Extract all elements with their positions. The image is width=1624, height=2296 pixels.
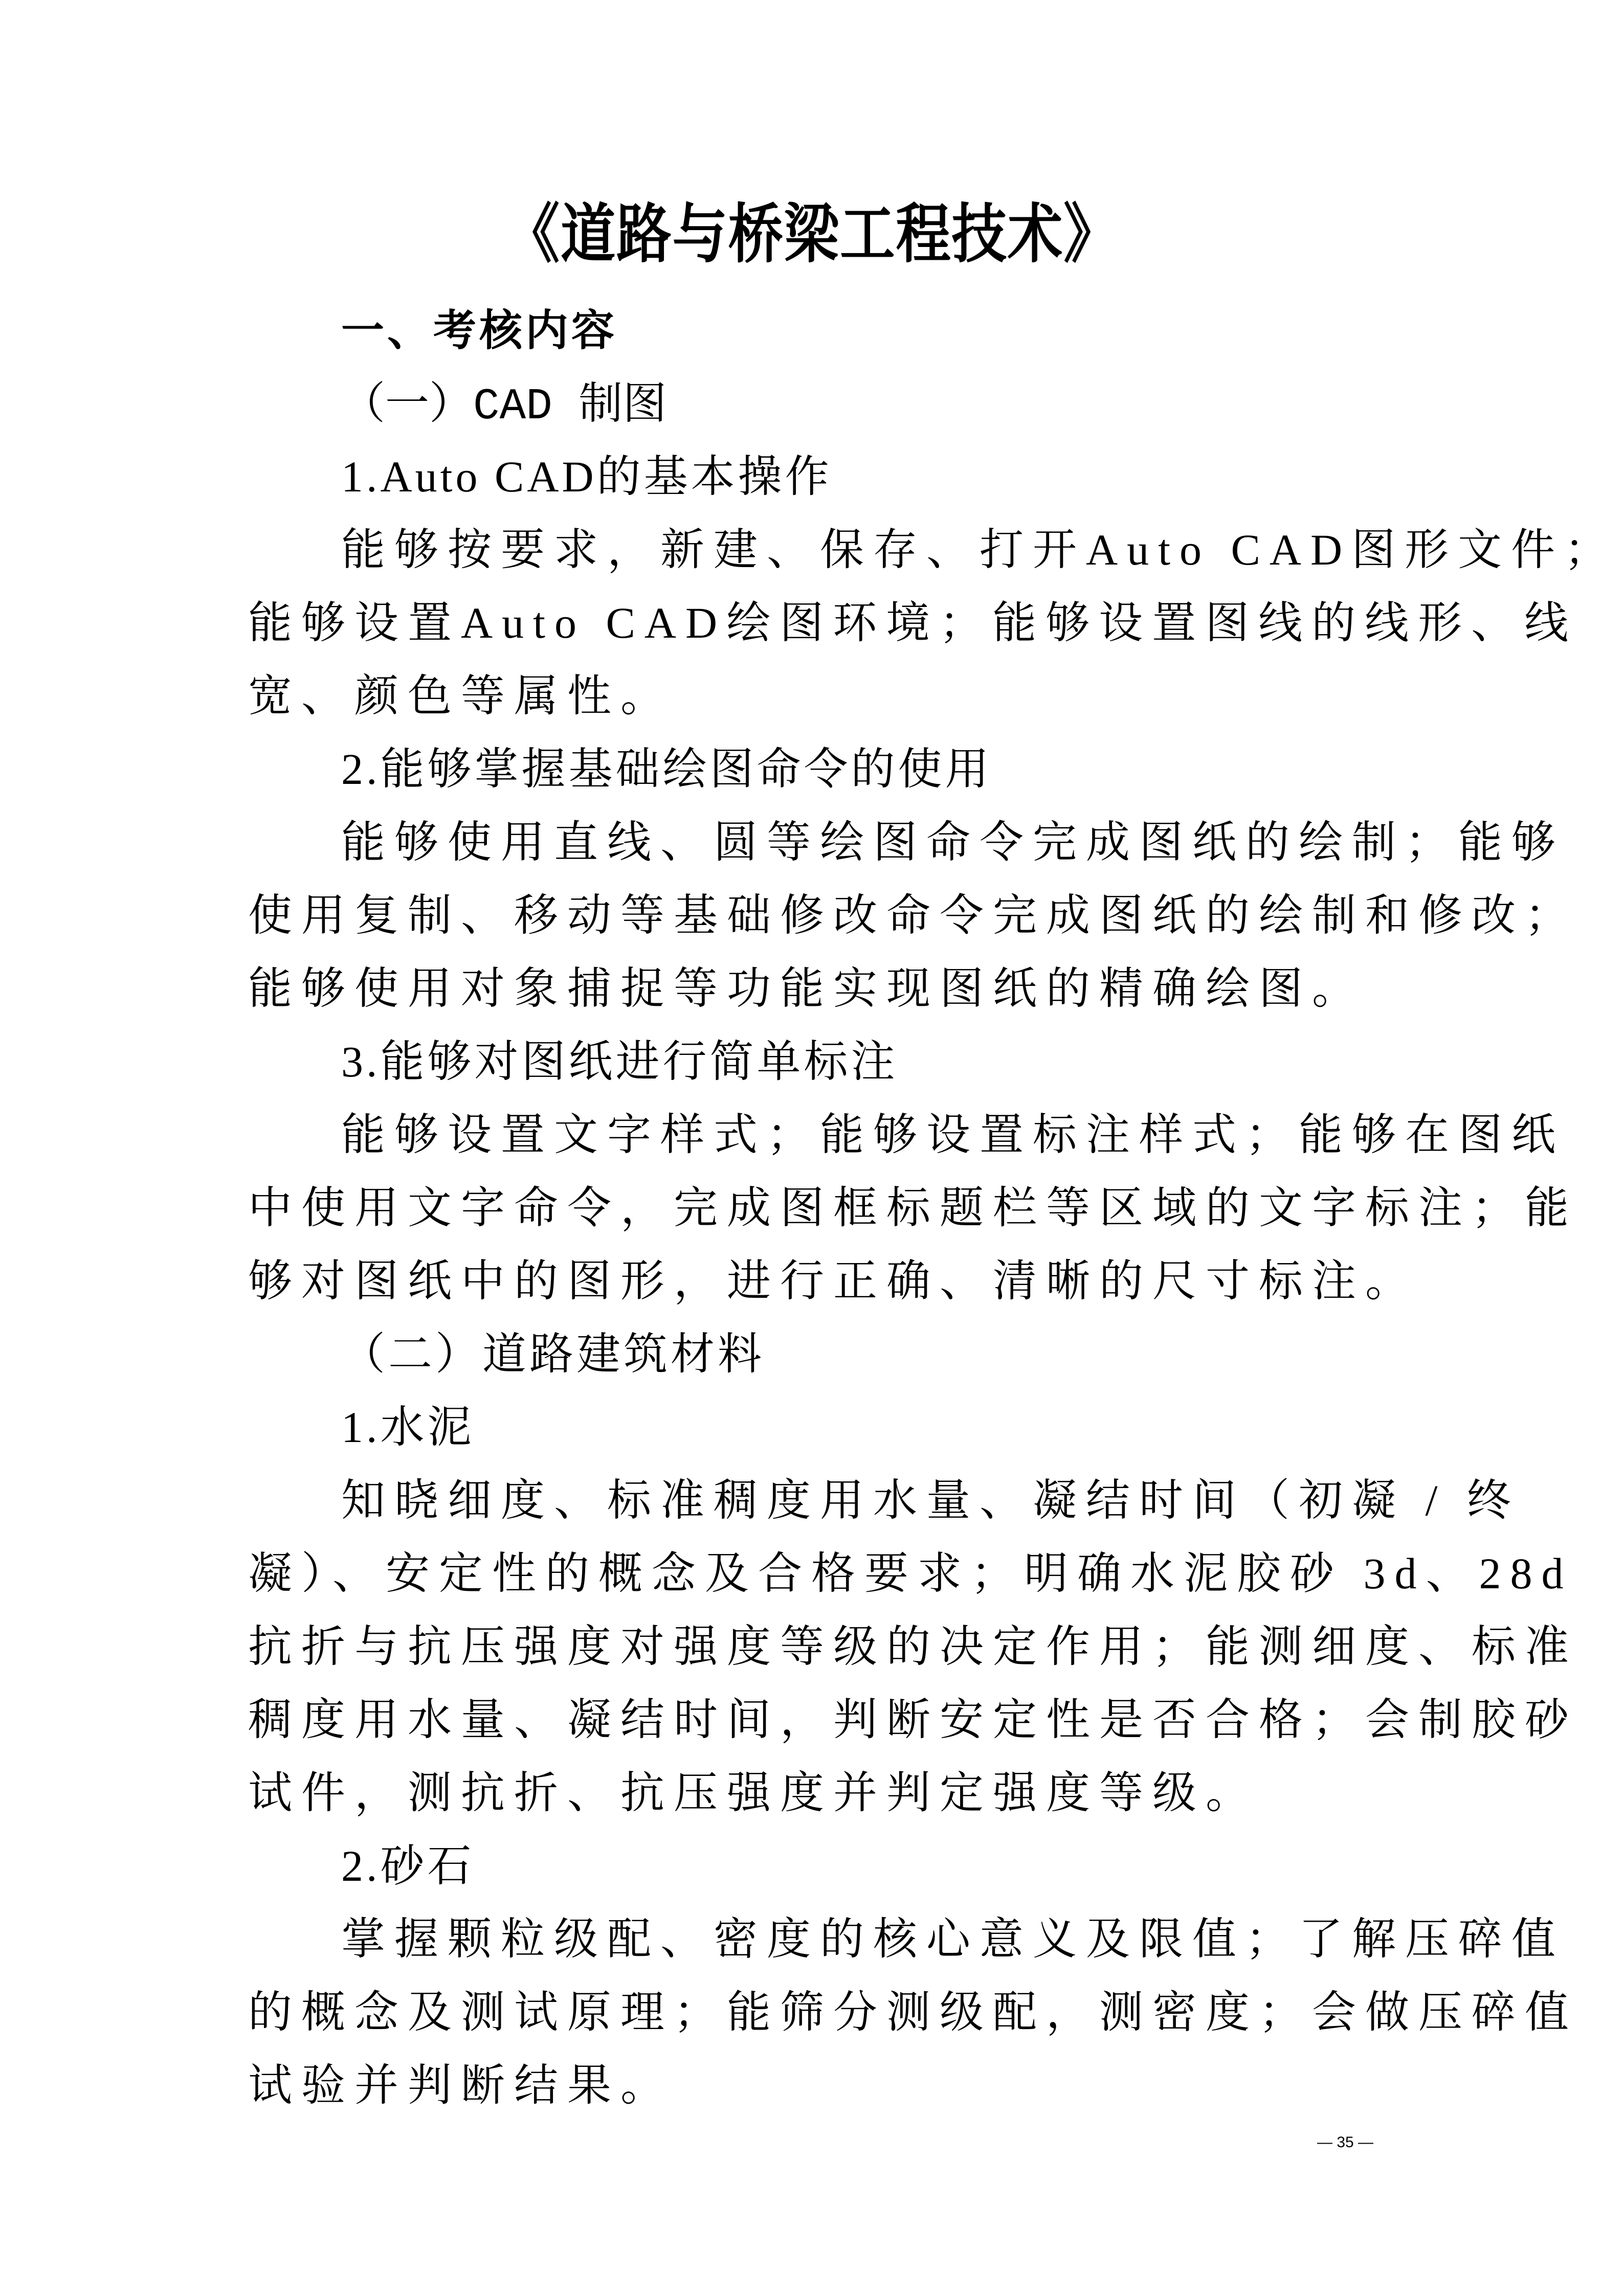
paragraph-line: 中使用文字命令，完成图框标题栏等区域的文字标注；能 bbox=[248, 1183, 1578, 1232]
paragraph-line: 试件，测抗折、抗压强度并判定强度等级。 bbox=[248, 1768, 1259, 1817]
paragraph-line: 能够设置文字样式；能够设置标注样式；能够在图纸 bbox=[341, 1110, 1565, 1159]
paragraph-line: 使用复制、移动等基础修改命令完成图纸的绘制和修改； bbox=[248, 891, 1578, 940]
item-heading: 2.砂石 bbox=[341, 1841, 475, 1890]
document-title: 《道路与桥梁工程技术》 bbox=[504, 200, 1120, 271]
paragraph-line: 够对图纸中的图形，进行正确、清晰的尺寸标注。 bbox=[248, 1256, 1418, 1305]
paragraph-line: 稠度用水量、凝结时间，判断安定性是否合格；会制胶砂 bbox=[248, 1695, 1578, 1744]
subsection-heading-cad bbox=[248, 367, 1391, 440]
paragraph-line: 凝）、安定性的概念及合格要求；明确水泥胶砂 3d、28d bbox=[248, 1549, 1573, 1598]
item-heading: 2.能够掌握基础绘图命令的使用 bbox=[341, 745, 992, 794]
paragraph-line: 能够按要求，新建、保存、打开Auto CAD图形文件； bbox=[341, 525, 1618, 574]
page-number: — 35 — bbox=[1317, 2134, 1374, 2151]
document-body bbox=[248, 294, 1618, 2122]
item-heading: 3.能够对图纸进行简单标注 bbox=[341, 1037, 898, 1086]
paragraph-line: 知晓细度、标准稠度用水量、凝结时间（初凝 / 终 bbox=[341, 1476, 1520, 1525]
paragraph-line: 能够使用直线、圆等绘图命令完成图纸的绘制；能够 bbox=[341, 818, 1565, 867]
subsection-heading-text: （一）CAD 制图 bbox=[341, 381, 667, 432]
paragraph-line: 的概念及测试原理；能筛分测级配，测密度；会做压碎值 bbox=[248, 1988, 1578, 2037]
section-heading: 一、考核内容 bbox=[341, 306, 618, 354]
item-heading: 1.水泥 bbox=[341, 1403, 475, 1452]
item-heading: 1.Auto CAD的基本操作 bbox=[341, 452, 832, 501]
paragraph-line: 掌握颗粒级配、密度的核心意义及限值；了解压碎值 bbox=[341, 1915, 1565, 1964]
paragraph-line: 宽、颜色等属性。 bbox=[248, 671, 674, 721]
paragraph-line: 能够设置Auto CAD绘图环境；能够设置图线的线形、线 bbox=[248, 598, 1578, 647]
paragraph-line: 能够使用对象捕捉等功能实现图纸的精确绘图。 bbox=[248, 964, 1365, 1013]
subsection-heading-materials: （二）道路建筑材料 bbox=[341, 1330, 765, 1379]
paragraph-line: 试验并判断结果。 bbox=[248, 2061, 674, 2110]
paragraph-line: 抗折与抗压强度对强度等级的决定作用；能测细度、标准 bbox=[248, 1622, 1578, 1671]
